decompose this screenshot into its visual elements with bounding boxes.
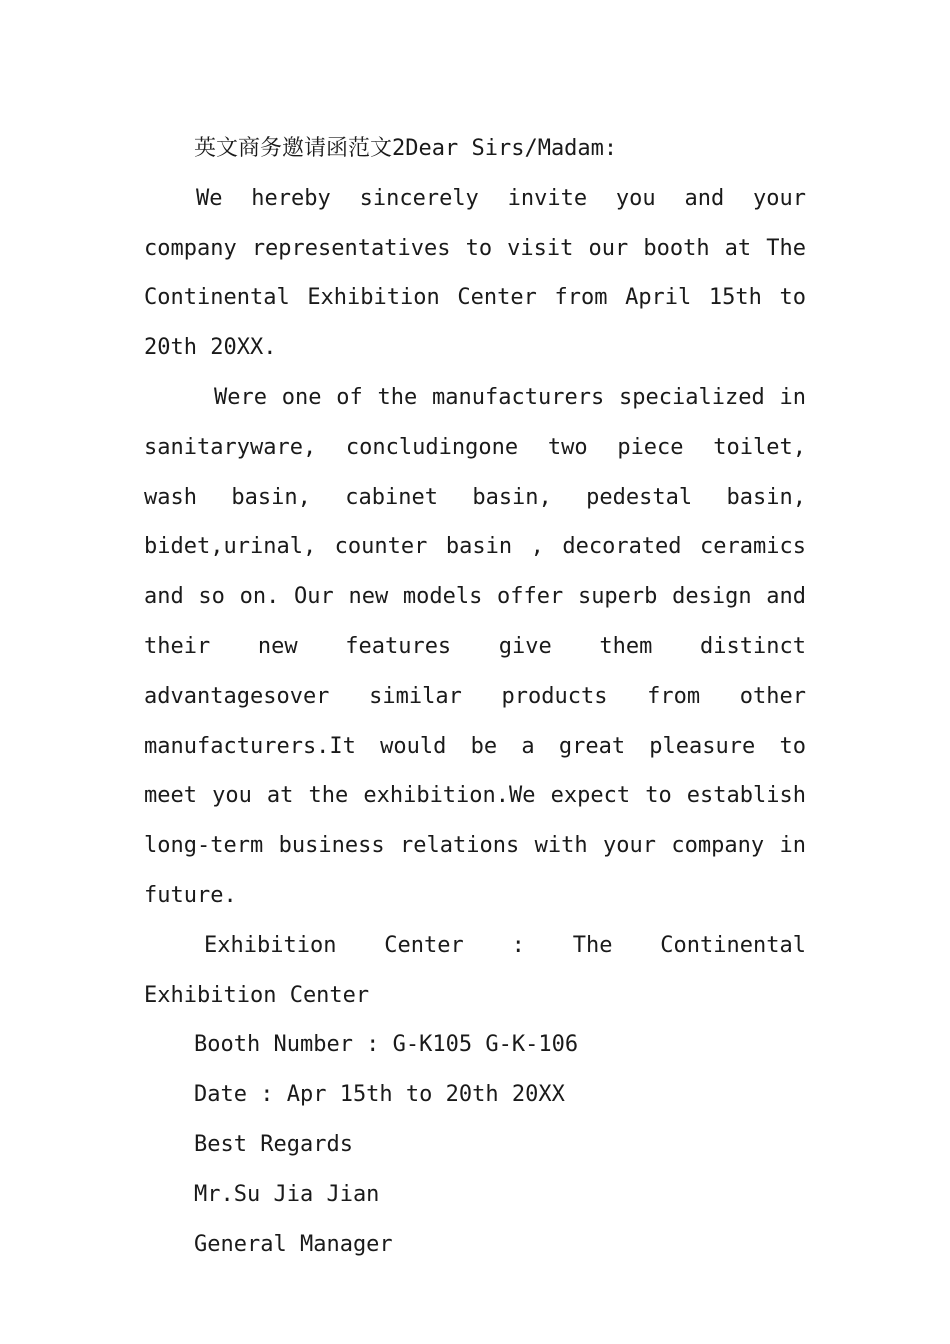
- company-paragraph: Were one of the manufacturers specialized in sanitaryware, concludingone two piece toilet, wash basin, cabinet basin, pedestal basin, bidet,urinal, counter basin , decorated ceramics and so on. Our new models offer superb design and their new features give them distinct advantagesover similar products from other manufacturers.It would be a great pleasure to meet you at the exhibition.We expect to establish long-term business relations with your company in future.: [144, 384, 806, 908]
- booth-number-line: Booth Number : G-K105 G-K-106: [194, 1032, 579, 1058]
- exhibition-center-line: Exhibition Center : The Continental Exhibition Center: [144, 932, 806, 1008]
- title-line: 英文商务邀请函范文2Dear Sirs/Madam:: [194, 136, 618, 161]
- closing-line: Best Regards: [194, 1131, 353, 1157]
- date-line: Date : Apr 15th to 20th 20XX: [194, 1082, 565, 1108]
- signer-name: Mr.Su Jia Jian: [194, 1181, 380, 1207]
- signer-title: General Manager: [194, 1231, 393, 1257]
- letter-body: [144, 124, 806, 1269]
- invitation-paragraph: We hereby sincerely invite you and your company representatives to visit our booth at The Continental Exhibition Center from April 15th to 20th 20XX.: [144, 185, 806, 361]
